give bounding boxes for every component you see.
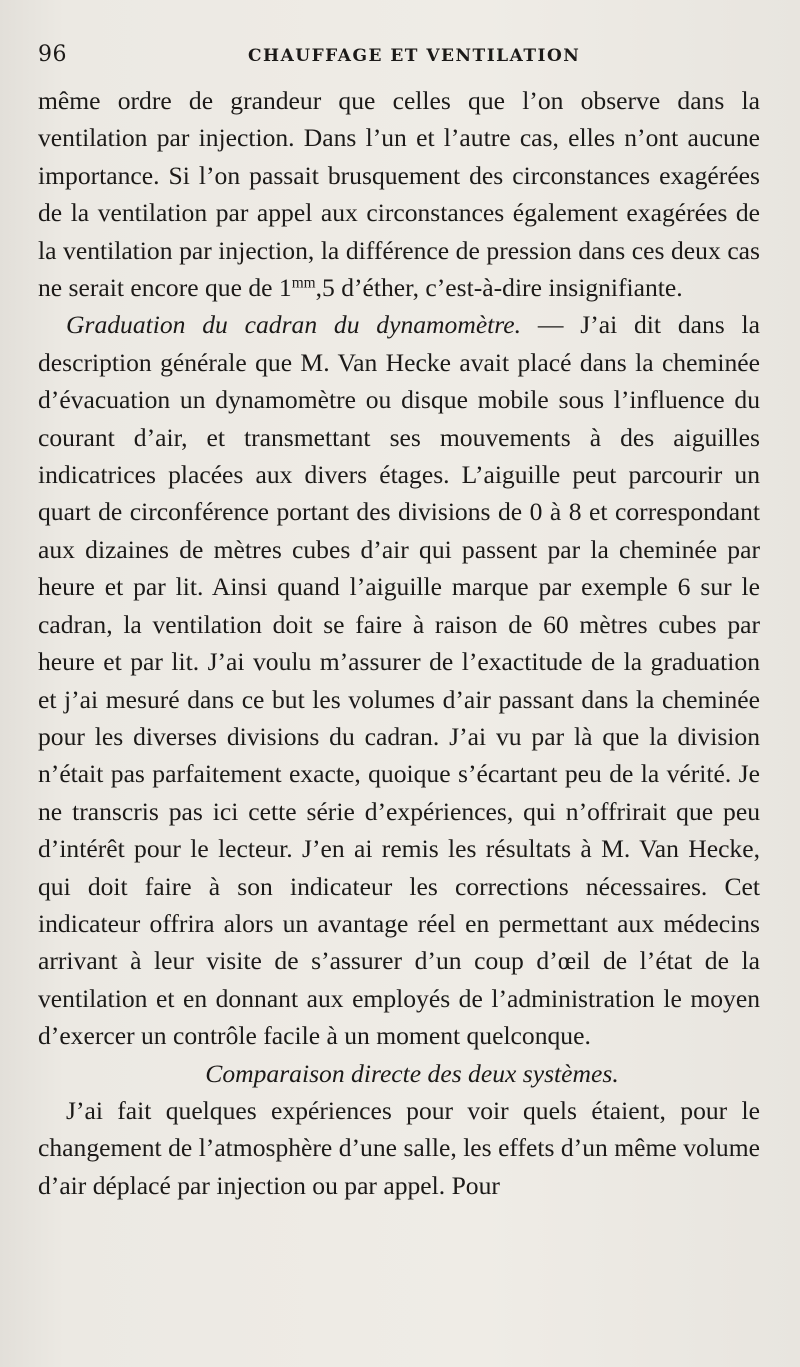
paragraph-text-end: ,5 d’éther, c’est-à-dire insignifiante. xyxy=(315,273,683,303)
paragraph-comparison: J’ai fait quelques expériences pour voir quels étaient, pour le changement de l’atmosphère d’une salle, les effets d’un même volume d’air déplacé par injection ou par appel. Pour xyxy=(38,1095,760,1200)
paragraph-text: — J’ai dit dans la description générale que M. Van Hecke avait placé dans la cheminée d’évacuation un dynamomètre ou disque mobile sous l’influence du courant d’air, et transmettant ses mouvements à des aiguilles indicatrices placées aux divers étages. L’aiguille peut parcourir un quart de circonférence portant des divisions de 0 à 8 et correspondant aux dizaines de mètres cubes d’air qui passent par la cheminée par heure et par lit. Ainsi quand l’aiguille marque par exemple 6 sur le cadran, la ventilation doit se faire à raison de 60 mètres cubes par heure et par lit. J’ai voulu m’assurer de l’exactitude de la graduation et j’ai mesuré dans ce but les volumes d’air passant dans la cheminée pour les diverses divisions du cadran. J’ai vu par là que la division n’était pas parfaitement exacte, quoique s’écartant peu de la vérité. Je ne transcris pas ici cette série d’expériences, qui n’offrirait que peu d’intérêt pour le lecteur. J’en ai remis les résultats à M. Van Hecke, qui doit faire à son indicateur les corrections nécessaires. Cet indicateur offrira alors un avantage réel en permettant aux médecins arrivant à leur visite de s’assurer d’un coup d’œil de l’état de la ventilation et en donnant aux employés de l’administration le moyen d’exercer un contrôle facile à un moment quelconque. xyxy=(38,310,760,1051)
page-number: 96 xyxy=(38,42,67,67)
unit-superscript: mm xyxy=(291,274,316,292)
paragraph-continuation xyxy=(38,82,760,306)
page-body xyxy=(38,82,760,1204)
inline-heading: Graduation du cadran du dynamomètre. xyxy=(66,310,522,340)
section-heading: Comparaison directe des deux systèmes. xyxy=(205,1058,619,1088)
running-title: CHAUFFAGE ET VENTILATION xyxy=(248,46,581,66)
page-header xyxy=(38,42,758,72)
paragraph-text: même ordre de grandeur que celles que l’on observe dans la ventilation par injection. Dans l’un et l’autre cas, elles n’ont aucune importance. Si l’on passait brusquement des circonstances exagérées de la ventilation par appel aux circonstances également exagérées de la ventilation par injection, la différence de pression dans ces deux cas ne serait encore que de 1 xyxy=(38,86,760,303)
paragraph-graduation xyxy=(38,306,760,1054)
